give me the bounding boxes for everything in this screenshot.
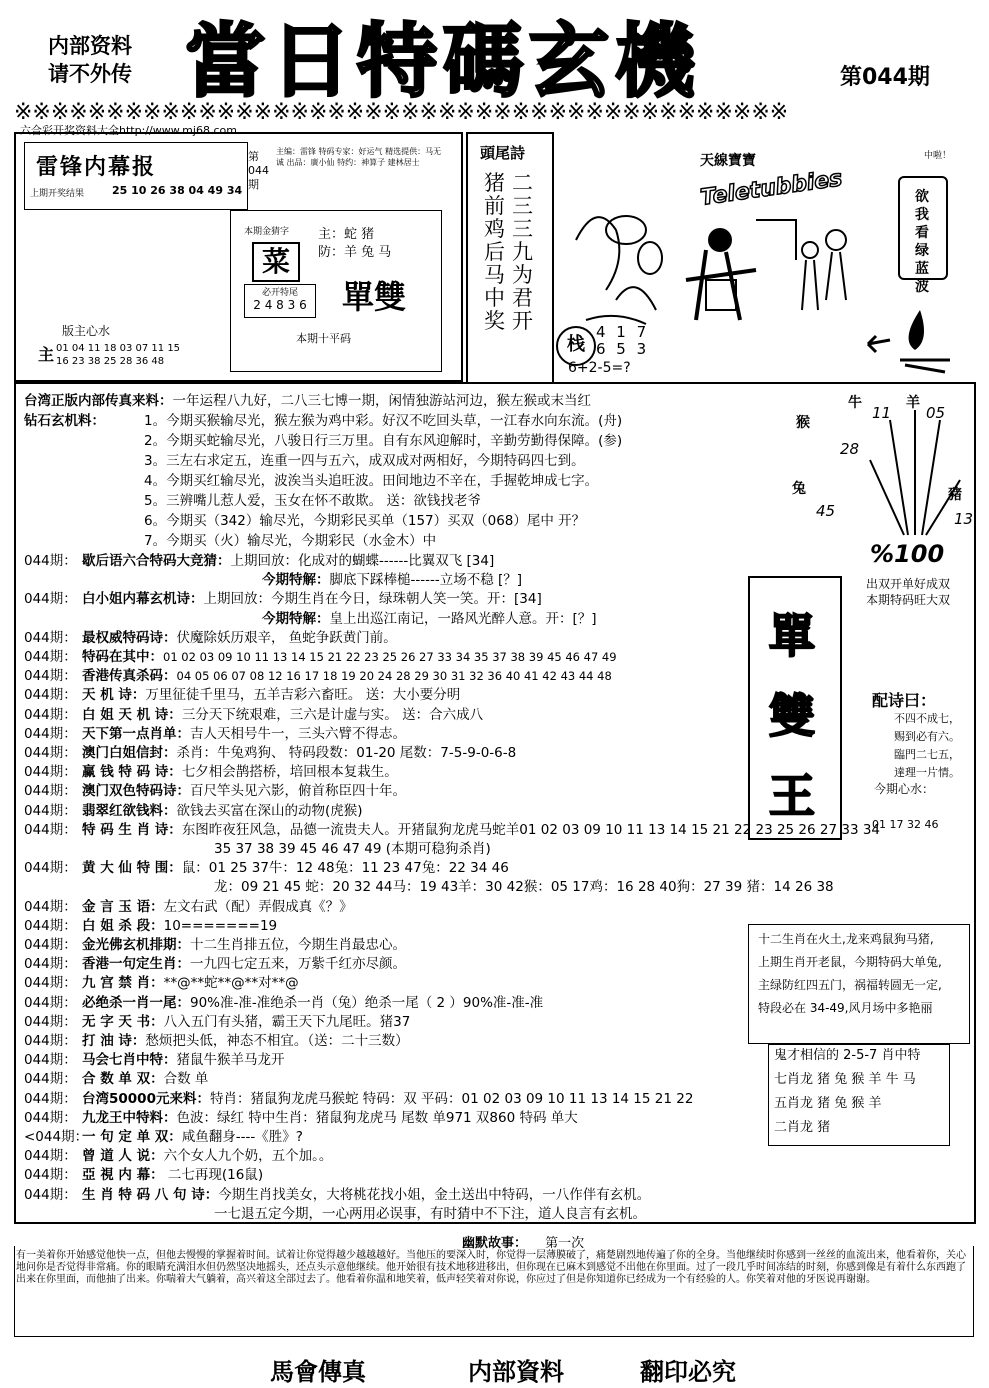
shima-label: 本期十平码 <box>296 332 351 345</box>
main-line-2: 2。今期买蛇输尽光，八骏日行三万里。自有东风迎解时，辛勤劳勤得保障。(参) <box>144 433 623 449</box>
period-label: 044期： <box>24 649 77 665</box>
period-text: 猪鼠牛猴羊马龙开 <box>176 1052 285 1069</box>
bikai-title: 必开特尾 <box>261 288 298 298</box>
period-line <box>24 1070 208 1088</box>
period-label: 044期： <box>24 706 77 723</box>
today-numbers: 01 17 32 46 <box>872 818 939 831</box>
period-line <box>24 802 363 820</box>
zhu-fang <box>318 226 391 262</box>
period-title: 一 句 定 单 双： <box>82 1129 182 1145</box>
period-title: 赢 钱 特 码 诗： <box>82 764 182 781</box>
period-line <box>24 955 406 973</box>
zhan-nums-1: 4 1 7 <box>596 323 650 341</box>
period-title: 马会七肖中特： <box>82 1052 177 1069</box>
period-title: 天 机 诗： <box>82 687 146 704</box>
period-line <box>24 1032 409 1050</box>
period-text: 百尺竿头见六影，俯首称臣四十年。 <box>190 783 406 800</box>
period-text: 六个女人九个奶，五个加。。 <box>163 1148 333 1165</box>
period-text: 三分天下统艰难，三六是计虚与实。 送：合六成八 <box>181 706 484 723</box>
period-label: 044期： <box>24 975 77 992</box>
flame-icon <box>860 300 960 380</box>
period-title: 打 油 诗： <box>82 1033 146 1049</box>
period-title: 白 姐 杀 段： <box>82 917 164 934</box>
period-line <box>24 917 277 935</box>
shuangkai-line-2: 本期特码旺大双 <box>866 593 951 607</box>
period-line <box>24 994 543 1012</box>
bikai-nums: 2 4 8 3 6 <box>253 298 307 312</box>
period-text: 色波：绿红 特中生肖：猪鼠狗龙虎马 尾数 单971 双860 特码 单大 <box>176 1109 578 1126</box>
peishi-title: 配诗曰： <box>872 691 937 710</box>
period-text: 一七退五定今期，一心两用必误事，有时猜中不下注，道人良言有玄机。 <box>214 1205 646 1222</box>
period-text: 01 02 03 09 10 11 13 14 15 21 22 23 25 26 27 33 34 35 37 38 39 45 46 47 49 <box>163 650 617 664</box>
leifeng-numbers: 25 10 26 38 04 49 34 <box>112 184 243 197</box>
peishi-line-2: 赐到必有六。 <box>894 730 960 743</box>
period-text: 脚底下踩棒槌------立场不稳 [？] <box>329 572 523 589</box>
main-line-5: 5。三辨嘴儿惹人爱，玉女在怀不敢欺。 送：欲钱找老爷 <box>144 493 481 509</box>
period-text: **@**蛇**@**对**@ <box>163 975 299 992</box>
period-title: 今期特解： <box>262 572 330 589</box>
period-title: 黄 大 仙 特 围： <box>82 860 182 877</box>
period-title: 合 数 单 双： <box>82 1071 164 1088</box>
peishi-line-3: 臨門二七五， <box>894 748 960 761</box>
period-title: 今期特解： <box>262 610 330 627</box>
period-line <box>24 744 516 762</box>
period-label: 044期： <box>24 725 77 742</box>
issue-number: 第044期 <box>840 65 930 90</box>
zhu-values: 蛇 猪 <box>344 227 375 242</box>
cai-character: 菜 <box>252 242 300 282</box>
zhu-nums-2: 16 23 38 25 28 36 48 <box>56 356 165 367</box>
period-line <box>24 974 299 992</box>
right-vertical-text: 欲我看绿蓝波 <box>915 189 929 295</box>
zodiac-yang: 羊 <box>906 395 920 411</box>
period-text: 左文右武（配）弄假成真《？》 <box>163 898 353 915</box>
period-title: 白小姐内幕玄机诗： <box>82 591 204 608</box>
zodiac-num-05: 05 <box>926 404 946 422</box>
period-text: 伏魔除妖历艰辛， 鱼蛇争跃黄门前。 <box>176 629 397 646</box>
period-text: 上期回放：化成对的蝴蝶------比翼双飞 [34] <box>230 553 495 569</box>
leifeng-subtitle: 上期开奖结果 <box>30 189 85 199</box>
period-label: 044期： <box>24 1033 77 1049</box>
notice-line-2: 请不外传 <box>48 62 132 86</box>
page-title: 當日特碼玄機 <box>185 14 701 108</box>
period-label: 044期： <box>24 745 77 761</box>
period-text: 十二生肖排五位，今期生肖最忠心。 <box>190 937 406 953</box>
zodiac-niu: 牛 <box>848 395 862 411</box>
footer-center: 内部資料 <box>468 1357 564 1386</box>
period-title: 必绝杀一肖一尾： <box>82 994 190 1011</box>
poem-box <box>466 132 554 384</box>
story-text: 有一美着你开始感觉他快一点，但他去慢慢的掌握着时间。试着让你觉得越少越越越好。当他压的要深入时，你觉得一层薄膜破了，痛楚剧烈地传遍了你的全身。当他继续时你感到一丝丝的血流出来，他看着你，关心地问你是否觉得非常痛。你的眼睛充满泪水但仍然坚决地摇头，还点头示意他继续。他开始很有技术地移进移出，但你现在已麻木到感觉不出他在你里面。过了一段几乎时间冻结的时刻，你感到像是有着什么东西跑了出来在你里面，而他抽了出来。你喘着大气躺着，高兴着这全部过去了。他看着你温和地笑着，低声轻笑着对你说，你应过了但是你知道你已经成为一个有经验的人。你笑着对他的牙医说再谢谢。 <box>16 1250 966 1285</box>
period-line <box>24 1051 285 1069</box>
period-line <box>24 706 483 724</box>
period-title: 无 字 天 书： <box>82 1013 164 1030</box>
gui-line-4: 二肖龙 猪 <box>774 1120 831 1135</box>
period-title: 澳门白姐信封： <box>82 745 177 761</box>
period-title: 台湾50000元来料： <box>82 1090 210 1107</box>
period-text: 特肖：猪鼠狗龙虎马猴蛇 特码：双 平码：01 02 03 09 10 11 13 14 15 21 22 <box>209 1090 694 1107</box>
period-line <box>24 571 522 589</box>
danshuang: 單雙 <box>342 278 407 316</box>
period-title: 翡翠红欲钱料： <box>82 802 177 819</box>
period-text: 东图昨夜狂风急，品德一流贵夫人。开猪鼠狗龙虎马蛇羊01 02 03 09 10 11 13 14 15 21 22 23 25 26 27 33 34 <box>181 821 881 838</box>
period-text: 10=======19 <box>163 917 278 934</box>
period-label: 044期： <box>24 937 77 953</box>
main-line-3: 3。三左右求定五，连重一四与五六，成双成对两相好，今期特码四七到。 <box>144 453 585 469</box>
zodiac-tu: 兔 <box>792 481 806 497</box>
period-title: 特码在其中： <box>82 649 163 665</box>
period-text: 二七再现(16鼠) <box>163 1167 264 1184</box>
zhan-equation: 6+2-5=? <box>568 360 631 376</box>
zhan-icon: 栈 <box>556 326 596 366</box>
period-title: 最权威特码诗： <box>82 629 177 646</box>
period-text: 龙：09 21 45 蛇：20 32 44马：19 43羊：30 42猴：05 17鸡：16 28 40狗：27 39 猪：14 26 38 <box>214 879 834 896</box>
period-line <box>24 878 834 896</box>
main-line-1: 钻石玄机料： 1。今期买猴输尽光，猴左猴为鸡中彩。好汉不吃回头草，一江春水向东流。(舟) <box>24 413 623 429</box>
zhu-numbers <box>56 342 180 368</box>
period-label: 044期： <box>24 1186 77 1203</box>
zhu-mark: 主 <box>38 345 55 364</box>
peishi-line-1: 不四不成七， <box>894 712 960 725</box>
period-title: 香港传真杀码： <box>82 668 177 685</box>
period-title: 特 码 生 肖 诗： <box>82 821 182 838</box>
period-text: 04 05 06 07 08 12 16 17 18 19 20 24 28 29 30 31 32 36 40 41 42 43 44 48 <box>176 669 612 684</box>
zodiac-num-11: 11 <box>872 404 892 422</box>
period-line <box>24 1013 410 1031</box>
rule-line-1: 十二生肖在火土,龙来鸡鼠狗马猪, <box>758 932 934 946</box>
period-title: 金光佛玄机排期： <box>82 937 190 953</box>
period-label: 044期： <box>24 1148 77 1165</box>
star-divider: ※※※※※※※※※※※※※※※※※※※※※※※※※※※※※※※※※※※※※※※※※※ <box>14 100 789 125</box>
story-title: 幽默故事： 第一次 <box>462 1236 585 1251</box>
period-title: 白 姐 天 机 诗： <box>82 706 182 723</box>
period-label: 044期： <box>24 917 77 934</box>
period-line <box>24 898 353 916</box>
gui-line-2: 七肖龙 猪 兔 猴 羊 牛 马 <box>774 1072 916 1087</box>
gui-line-1: 鬼才相信的 2-5-7 肖中特 <box>774 1048 921 1063</box>
period-label: 044期： <box>24 1052 77 1069</box>
period-label: 044期： <box>24 629 77 646</box>
site-url: 六合彩开奖资料大全http://www.mj68.com <box>20 124 237 137</box>
zodiac-hou: 猴 <box>796 415 810 431</box>
danshuangwang-text: 單雙王 <box>769 609 815 823</box>
period-line <box>24 1147 332 1165</box>
period-text: 欲钱去买富在深山的动物(虎猴) <box>176 802 363 819</box>
poem-title: 頭尾詩 <box>480 144 526 162</box>
period-label: 044期： <box>24 1109 77 1126</box>
zodiac-zhu: 豬 <box>948 487 962 503</box>
period-line <box>24 1090 693 1108</box>
period-line <box>24 610 597 628</box>
period-label: 044期： <box>24 994 77 1011</box>
period-label: 044期： <box>24 860 77 877</box>
rule-line-3: 主绿防红四五门，祸福转圆无一定, <box>758 978 942 992</box>
shuangkai-line-1: 出双开单好成双 <box>866 577 951 591</box>
zhongla-label: 中啦！ <box>924 151 952 161</box>
peishi-lines <box>894 710 960 782</box>
period-label: 044期： <box>24 956 77 973</box>
leifeng-info: 主编：雷锋 特码专家：好运气 精选提供：马无诚 出品：廣小仙 特约：神算子 建林居士 <box>276 147 442 167</box>
period-title: 九 宫 禁 肖： <box>82 975 164 992</box>
period-label: 044期： <box>24 668 77 685</box>
period-line <box>24 859 509 877</box>
bikai-box <box>244 284 316 318</box>
period-label: 044期： <box>24 1167 77 1184</box>
gui-text <box>774 1044 920 1140</box>
period-label: 044期： <box>24 821 77 838</box>
main-line-7: 7。今期买（火）输尽光，今期彩民（水金木）中 <box>144 533 437 549</box>
period-title: 歇后语六合特码大竞猜： <box>82 553 231 569</box>
period-text: 八入五门有头猪，霸王天下九尾旺。猪37 <box>163 1013 411 1030</box>
period-title: 曾 道 人 说： <box>82 1148 164 1165</box>
period-text: 今期生肖找美女，大将桃花找小姐，金土送出中特码，一八作伴有玄机。 <box>218 1186 651 1203</box>
period-label: 044期： <box>24 1090 77 1107</box>
zodiac-rays <box>860 410 970 550</box>
period-title: 亞 視 内 幕： <box>82 1167 164 1184</box>
period-label: 044期： <box>24 802 77 819</box>
footer-left: 馬會傳真 <box>270 1357 366 1386</box>
period-text: 一九四七定五来，万紫千红亦尽颜。 <box>190 956 406 973</box>
period-line <box>24 782 406 800</box>
period-line <box>24 1186 650 1204</box>
period-label: 044期： <box>24 591 77 608</box>
period-label: 044期： <box>24 764 77 781</box>
period-text: 35 37 38 39 45 46 47 49 (本期可稳狗杀肖) <box>214 841 491 857</box>
period-title: 金 言 玉 语： <box>82 898 164 915</box>
period-text: 鼠：01 25 37牛：12 48兔：11 23 47兔：22 34 46 <box>181 860 509 877</box>
zodiac-num-28: 28 <box>840 440 860 458</box>
period-label: 044期： <box>24 687 77 704</box>
period-text: 90%准-准-准绝杀一肖（兔）绝杀一尾（ 2 ）90%准-准-准 <box>190 994 544 1011</box>
period-text: 愁烦把头低，神态不相宜。（送：二十三数） <box>145 1033 409 1049</box>
period-line <box>24 590 542 608</box>
period-label: 044期： <box>24 553 77 569</box>
period-line <box>24 840 491 858</box>
notice-line-1: 内部资料 <box>48 34 132 58</box>
period-title: 澳门双色特码诗： <box>82 783 190 800</box>
footer-right: 翻印必究 <box>640 1357 736 1386</box>
tianxian-label: 天線寶寶 <box>700 153 756 169</box>
poem-column-2: 猪前鸡后马中奖 <box>484 171 505 333</box>
period-text: 杀肖：牛兔鸡狗、 特码段数：01-20 尾数：7-5-9-0-6-8 <box>176 745 517 761</box>
period-label: 044期： <box>24 898 77 915</box>
period-label: 044期： <box>24 783 77 800</box>
zhan-numbers <box>596 324 649 358</box>
main-line-6: 6。今期买（342）输尽光，今期彩民买单（157）买双（068）尾中 开？ <box>144 513 586 529</box>
banzhu-label: 版主心水 <box>62 324 111 338</box>
percent-100: %100 <box>870 540 945 568</box>
today-label: 今期心水： <box>874 782 935 796</box>
period-text: 咸鱼翻身----《胜》? <box>181 1129 303 1145</box>
period-line <box>24 725 406 743</box>
main-line-0: 台湾正版内部传真来料：一年运程八九好，二八三七博一期，闲情独游站河边，猴左猴或末当红 <box>24 393 591 409</box>
period-title: 香港一句定生肖： <box>82 956 190 973</box>
period-label: <044期： <box>24 1129 89 1145</box>
zodiac-num-13: 13 <box>954 510 974 528</box>
period-line <box>24 1109 578 1127</box>
period-line <box>24 629 397 647</box>
leifeng-issue: 第044期 <box>248 150 269 191</box>
leifeng-title: 雷锋内幕报 <box>36 154 157 180</box>
period-line <box>24 667 612 685</box>
zhan-nums-2: 6 5 3 <box>596 340 650 358</box>
shuangkai-text <box>866 576 950 608</box>
gui-line-3: 五肖龙 猪 兔 猴 羊 <box>774 1096 882 1111</box>
period-text: 合数 单 <box>163 1071 209 1088</box>
period-line <box>24 763 398 781</box>
period-line <box>24 686 460 704</box>
period-line <box>24 1128 303 1146</box>
period-text: 皇上出巡江南记，一路风光醉人意。开：[？] <box>329 610 597 627</box>
period-title: 生 肖 特 码 八 句 诗： <box>82 1186 219 1203</box>
period-line <box>24 936 406 954</box>
poem-column-1: 二三三九为君开 <box>512 171 533 333</box>
period-label: 044期： <box>24 1013 77 1030</box>
rule-text <box>758 928 942 1020</box>
period-text: 七夕相会鹊搭桥，培回根本复栽生。 <box>181 764 398 781</box>
period-label: 044期： <box>24 1071 77 1088</box>
peishi-line-4: 達理一片情。 <box>894 766 960 779</box>
zhu-nums-1: 01 04 11 18 03 07 11 15 <box>56 343 181 354</box>
period-line <box>24 1166 263 1184</box>
main-line-4: 4。今期买红输尽光，波涘当头追旺波。田间地边不辛在，手握乾坤成七字。 <box>144 473 599 489</box>
zhu-label: 主： <box>318 227 345 242</box>
rule-line-2: 上期生肖开老鼠，今期特码大单兔, <box>758 955 942 969</box>
period-text: 万里征徒千里马，五羊吉彩六畜旺。 送：大小要分明 <box>145 687 461 704</box>
period-line <box>24 552 494 570</box>
fang-label: 防： <box>318 245 345 260</box>
cai-title: 本期金猜字 <box>244 227 290 237</box>
period-line <box>24 1205 646 1223</box>
fang-values: 羊 兔 马 <box>344 245 392 260</box>
period-text: 上期回放：今期生肖在今日，绿珠朝人笑一笑。开：[34] <box>203 591 542 608</box>
period-text: 吉人天相号牛一，三头六臂不得志。 <box>190 725 406 742</box>
rule-line-4: 特段必在 34-49,风月场中多艳丽 <box>758 1001 933 1015</box>
period-title: 天下第一点肖单： <box>82 725 190 742</box>
teletubbies-label: Teletubbies <box>698 166 844 211</box>
period-line <box>24 648 617 666</box>
zodiac-num-45: 45 <box>816 502 836 520</box>
header-notice <box>48 32 132 88</box>
period-title: 九龙王中特料： <box>82 1109 177 1126</box>
